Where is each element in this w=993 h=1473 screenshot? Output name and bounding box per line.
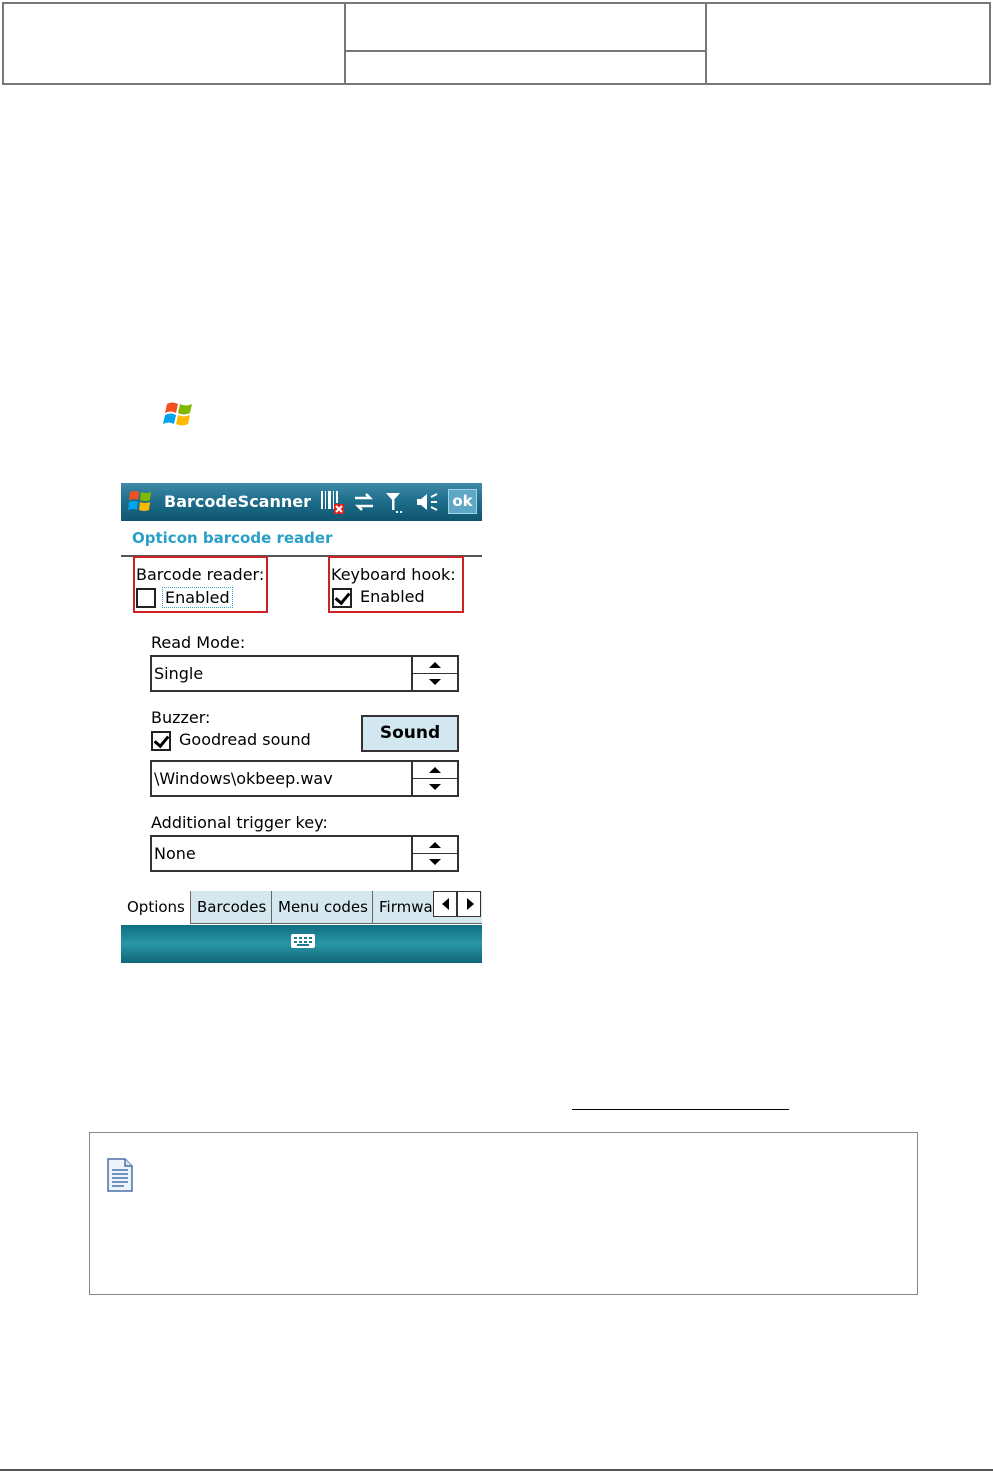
header-cell-left bbox=[3, 3, 345, 84]
header-cell-middle-bottom bbox=[345, 51, 706, 84]
tab-menu-codes[interactable]: Menu codes bbox=[271, 891, 372, 924]
goodread-label[interactable]: Goodread sound bbox=[179, 730, 311, 749]
note-document-icon bbox=[106, 1157, 134, 1193]
keyboard-hook-checkbox[interactable] bbox=[332, 588, 352, 608]
trigger-key-value: None bbox=[154, 844, 196, 863]
barcode-reader-checkbox[interactable] bbox=[136, 588, 156, 608]
ok-button[interactable]: ok bbox=[448, 489, 477, 514]
keyboard-hook-label: Keyboard hook: bbox=[331, 565, 456, 584]
trigger-key-up-button[interactable] bbox=[413, 837, 457, 854]
sound-file-spinner[interactable] bbox=[150, 760, 459, 797]
note-box bbox=[89, 1132, 918, 1295]
read-mode-up-button[interactable] bbox=[413, 657, 457, 674]
hyperlink-underline[interactable] bbox=[572, 1109, 789, 1110]
sound-file-down-button[interactable] bbox=[413, 779, 457, 795]
keyboard-icon[interactable] bbox=[291, 934, 315, 948]
signal-icon[interactable] bbox=[384, 490, 406, 516]
app-heading: Opticon barcode reader bbox=[132, 529, 333, 547]
trigger-key-down-button[interactable] bbox=[413, 854, 457, 870]
keyboard-hook-enabled-label[interactable]: Enabled bbox=[360, 587, 425, 606]
tab-scroll-right-button[interactable] bbox=[457, 891, 481, 917]
read-mode-label: Read Mode: bbox=[151, 633, 246, 652]
document-header-table bbox=[2, 2, 991, 85]
buzzer-label: Buzzer: bbox=[151, 708, 211, 727]
speaker-icon[interactable] bbox=[415, 491, 439, 513]
tab-barcodes[interactable]: Barcodes bbox=[190, 891, 271, 924]
footer-divider bbox=[0, 1469, 993, 1471]
barcode-status-icon[interactable] bbox=[319, 489, 345, 515]
tab-firmware[interactable]: Firmwa bbox=[372, 891, 482, 924]
sound-file-value: \Windows\okbeep.wav bbox=[154, 769, 333, 788]
barcode-reader-enabled-label[interactable]: Enabled bbox=[162, 587, 233, 608]
sound-file-up-button[interactable] bbox=[413, 762, 457, 779]
tab-options[interactable]: Options bbox=[121, 891, 190, 924]
read-mode-down-button[interactable] bbox=[413, 674, 457, 690]
read-mode-spinner[interactable] bbox=[150, 655, 459, 692]
header-cell-middle-top bbox=[345, 3, 706, 51]
sound-button[interactable]: Sound bbox=[361, 715, 459, 752]
app-title: BarcodeScanner bbox=[164, 492, 311, 511]
windows-start-icon bbox=[163, 400, 195, 428]
device-screenshot bbox=[121, 483, 482, 963]
barcode-reader-label: Barcode reader: bbox=[136, 565, 265, 584]
title-bar bbox=[121, 483, 482, 521]
goodread-checkbox[interactable] bbox=[151, 731, 171, 751]
sync-icon[interactable] bbox=[353, 491, 375, 513]
read-mode-value: Single bbox=[154, 664, 204, 683]
trigger-key-label: Additional trigger key: bbox=[151, 813, 328, 832]
header-cell-right bbox=[706, 3, 990, 84]
tab-scroll-left-button[interactable] bbox=[433, 891, 457, 917]
start-menu-icon[interactable] bbox=[127, 489, 153, 515]
menu-bar bbox=[121, 925, 482, 963]
trigger-key-spinner[interactable] bbox=[150, 835, 459, 872]
tab-strip bbox=[121, 891, 482, 925]
